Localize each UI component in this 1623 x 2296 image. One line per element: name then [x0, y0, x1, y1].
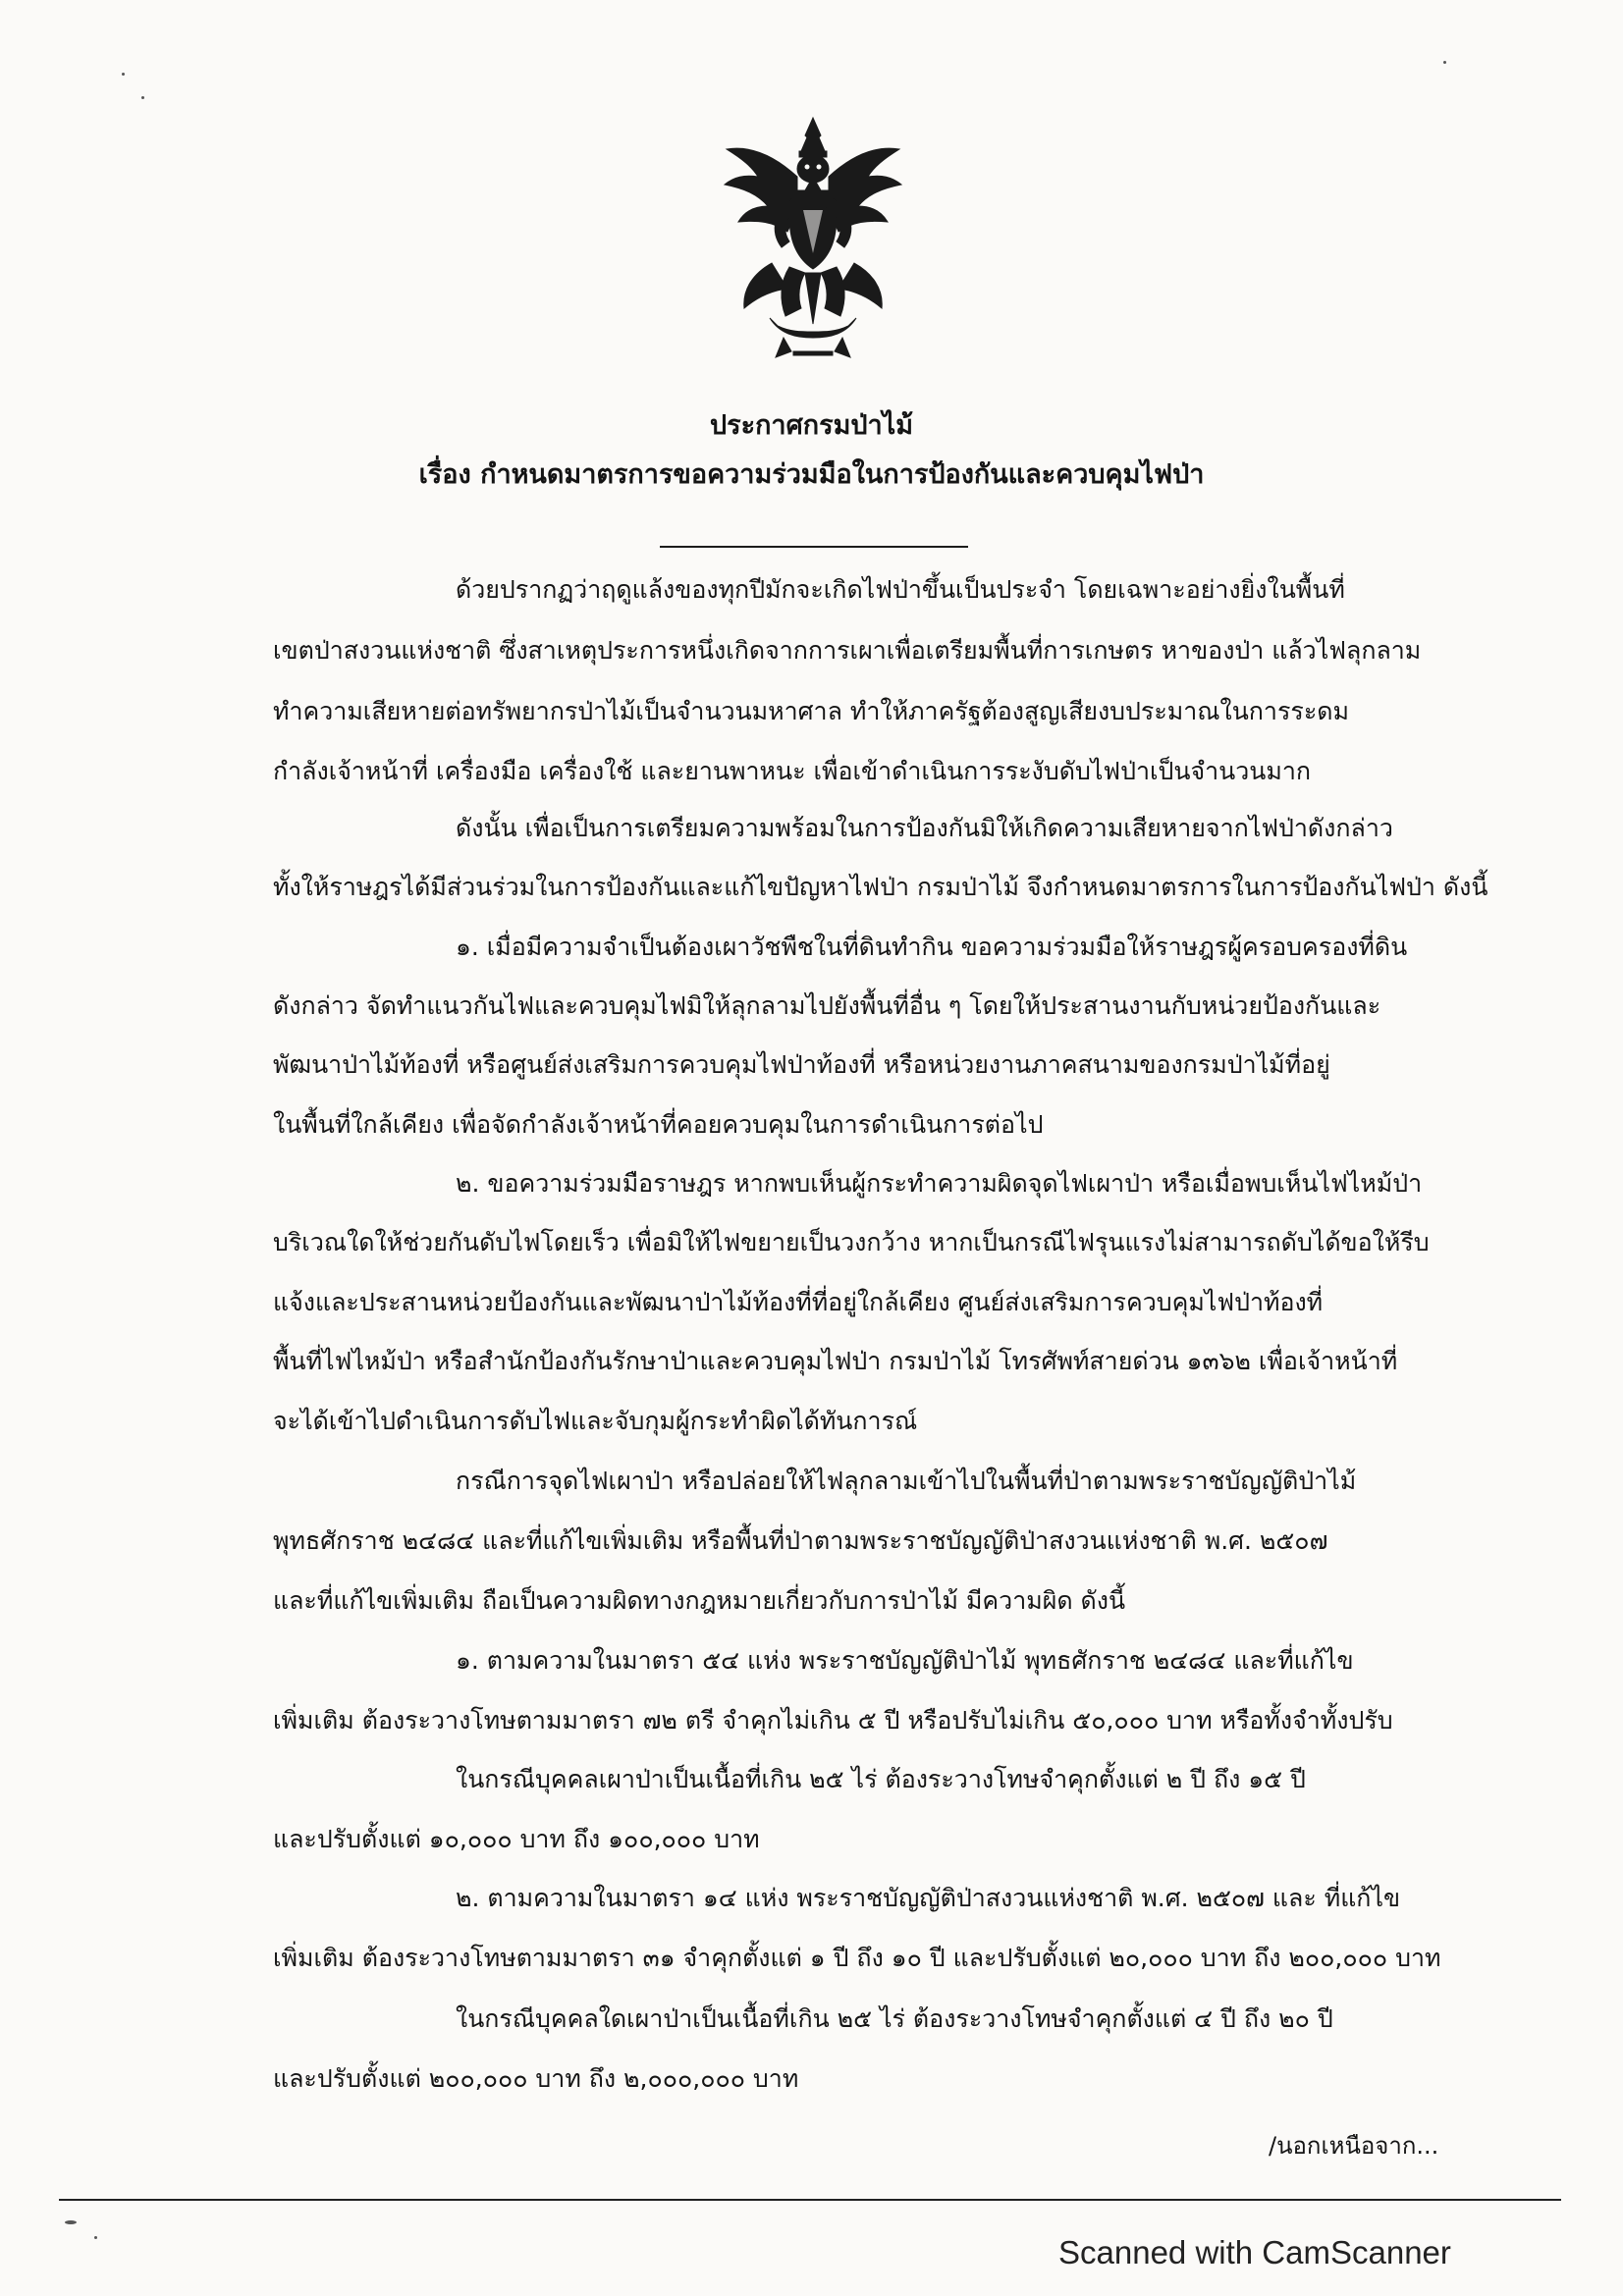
scan-speck — [94, 2236, 97, 2239]
body-line: ในพื้นที่ใกล้เคียง เพื่อจัดกำลังเจ้าหน้าที่คอยควบคุมในการดำเนินการต่อไป — [273, 1110, 1044, 1139]
body-line: เพิ่มเติม ต้องระวางโทษตามมาตรา ๓๑ จำคุกตั้งแต่ ๑ ปี ถึง ๑๐ ปี และปรับตั้งแต่ ๒๐,๐๐๐ บาท ถึง ๒๐๐,๐๐๐ บาท — [273, 1944, 1441, 1972]
scan-speck — [65, 2220, 77, 2224]
body-line: แจ้งและประสานหน่วยป้องกันและพัฒนาป่าไม้ท้องที่ที่อยู่ใกล้เคียง ศูนย์ส่งเสริมการควบคุมไฟป่าท้องที่ — [273, 1288, 1324, 1316]
continuation-marker: /นอกเหนือจาก... — [1269, 2132, 1439, 2160]
scan-speck — [141, 96, 144, 99]
announcement-subject: เรื่อง กำหนดมาตรการขอความร่วมมือในการป้องกันและควบคุมไฟป่า — [418, 459, 1205, 490]
body-line: ๑. เมื่อมีความจำเป็นต้องเผาวัชพืชในที่ดินทำกิน ขอความร่วมมือให้ราษฎรผู้ครอบครองที่ดิน — [456, 933, 1408, 961]
body-line: ดังนั้น เพื่อเป็นการเตรียมความพร้อมในการป้องกันมิให้เกิดความเสียหายจากไฟป่าดังกล่าว — [456, 814, 1393, 842]
body-line: ในกรณีบุคคลใดเผาป่าเป็นเนื้อที่เกิน ๒๕ ไร่ ต้องระวางโทษจำคุกตั้งแต่ ๔ ปี ถึง ๒๐ ปี — [456, 2004, 1333, 2033]
body-line: และปรับตั้งแต่ ๑๐,๐๐๐ บาท ถึง ๑๐๐,๐๐๐ บาท — [273, 1825, 760, 1853]
body-line: พุทธศักราช ๒๔๘๔ และที่แก้ไขเพิ่มเติม หรือพื้นที่ป่าตามพระราชบัญญัติป่าสงวนแห่งชาติ พ.ศ. ๒๕๐๗ — [273, 1526, 1328, 1555]
body-line: ๒. ขอความร่วมมือราษฎร หากพบเห็นผู้กระทำความผิดจุดไฟเผาป่า หรือเมื่อพบเห็นไฟไหม้ป่า — [456, 1169, 1423, 1198]
title-divider — [660, 546, 968, 548]
body-line: ด้วยปรากฏว่าฤดูแล้งของทุกปีมักจะเกิดไฟป่าขึ้นเป็นประจำ โดยเฉพาะอย่างยิ่งในพื้นที่ — [456, 575, 1345, 604]
garuda-emblem-icon — [715, 116, 911, 367]
body-line: และปรับตั้งแต่ ๒๐๐,๐๐๐ บาท ถึง ๒,๐๐๐,๐๐๐ บาท — [273, 2064, 799, 2093]
body-line: พื้นที่ไฟไหม้ป่า หรือสำนักป้องกันรักษาป่าและควบคุมไฟป่า กรมป่าไม้ โทรศัพท์สายด่วน ๑๓๖๒ เพื่อเจ้าหน้าที่ — [273, 1347, 1398, 1375]
announcement-title: ประกาศกรมป่าไม้ — [709, 410, 914, 441]
scan-speck — [1443, 61, 1446, 64]
body-line: จะได้เข้าไปดำเนินการดับไฟและจับกุมผู้กระทำผิดได้ทันการณ์ — [273, 1407, 918, 1435]
body-line: ทั้งให้ราษฎรได้มีส่วนร่วมในการป้องกันและแก้ไขปัญหาไฟป่า กรมป่าไม้ จึงกำหนดมาตรการในการป้องกันไฟป่า ดังนี้ — [273, 873, 1488, 901]
body-line: บริเวณใดให้ช่วยกันดับไฟโดยเร็ว เพื่อมิให้ไฟขยายเป็นวงกว้าง หากเป็นกรณีไฟรุนแรงไม่สามารถดับได้ขอให้รีบ — [273, 1228, 1430, 1256]
body-line: เพิ่มเติม ต้องระวางโทษตามมาตรา ๗๒ ตรี จำคุกไม่เกิน ๕ ปี หรือปรับไม่เกิน ๕๐,๐๐๐ บาท หรือทั้งจำทั้งปรับ — [273, 1706, 1393, 1735]
body-line: กำลังเจ้าหน้าที่ เครื่องมือ เครื่องใช้ และยานพาหนะ เพื่อเข้าดำเนินการระงับดับไฟป่าเป็นจำนวนมาก — [273, 757, 1312, 785]
body-line: และที่แก้ไขเพิ่มเติม ถือเป็นความผิดทางกฎหมายเกี่ยวกับการป่าไม้ มีความผิด ดังนี้ — [273, 1586, 1126, 1615]
scanner-watermark: Scanned with CamScanner — [1058, 2234, 1451, 2270]
body-line: พัฒนาป่าไม้ท้องที่ หรือศูนย์ส่งเสริมการควบคุมไฟป่าท้องที่ หรือหน่วยงานภาคสนามของกรมป่าไม้ที่อยู่ — [273, 1050, 1330, 1079]
body-line: ในกรณีบุคคลเผาป่าเป็นเนื้อที่เกิน ๒๕ ไร่ ต้องระวางโทษจำคุกตั้งแต่ ๒ ปี ถึง ๑๕ ปี — [456, 1765, 1306, 1793]
body-line: กรณีการจุดไฟเผาป่า หรือปล่อยให้ไฟลุกลามเข้าไปในพื้นที่ป่าตามพระราชบัญญัติป่าไม้ — [456, 1467, 1357, 1495]
body-line: ทำความเสียหายต่อทรัพยากรป่าไม้เป็นจำนวนมหาศาล ทำให้ภาครัฐต้องสูญเสียงบประมาณในการระดม — [273, 697, 1349, 725]
body-line: เขตป่าสงวนแห่งชาติ ซึ่งสาเหตุประการหนึ่งเกิดจากการเผาเพื่อเตรียมพื้นที่การเกษตร หาของป่า แล้วไฟลุกลาม — [273, 636, 1422, 665]
scan-speck — [122, 73, 125, 76]
body-line: ๑. ตามความในมาตรา ๕๔ แห่ง พระราชบัญญัติป่าไม้ พุทธศักราช ๒๔๘๔ และที่แก้ไข — [456, 1646, 1354, 1675]
page-bottom-rule — [59, 2199, 1561, 2201]
body-line: ๒. ตามความในมาตรา ๑๔ แห่ง พระราชบัญญัติป่าสงวนแห่งชาติ พ.ศ. ๒๕๐๗ และ ที่แก้ไข — [456, 1884, 1401, 1912]
body-line: ดังกล่าว จัดทำแนวกันไฟและควบคุมไฟมิให้ลุกลามไปยังพื้นที่อื่น ๆ โดยให้ประสานงานกับหน่วยป้องกันและ — [273, 991, 1381, 1020]
